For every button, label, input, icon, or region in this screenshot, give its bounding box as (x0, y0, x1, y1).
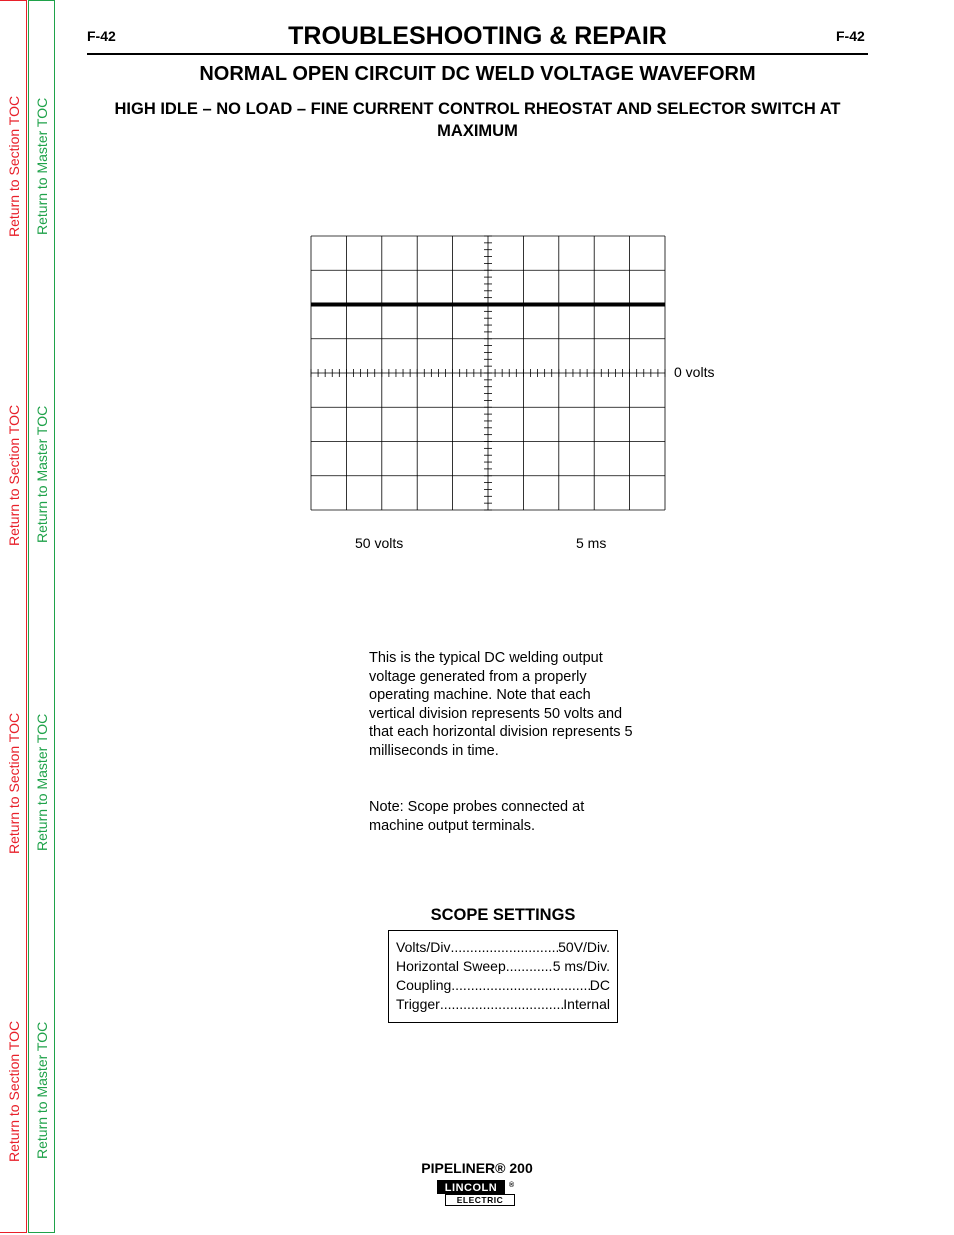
oscilloscope-waveform (310, 235, 666, 511)
lincoln-electric-logo: LINCOLN ELECTRIC ® (437, 1180, 517, 1208)
section-heading: NORMAL OPEN CIRCUIT DC WELD VOLTAGE WAVEFORM (199, 63, 756, 85)
scope-settings-title: SCOPE SETTINGS (430, 906, 576, 924)
zero-volts-label: 0 volts (674, 364, 715, 380)
probe-note: Note: Scope probes connected at machine output terminals. (369, 799, 585, 834)
return-to-section-toc-link-1[interactable]: Return to Section TOC (6, 95, 22, 237)
time-per-div-label: 5 ms (576, 535, 607, 551)
setting-value: 50V/Div. (558, 939, 610, 955)
return-to-master-toc-link-1[interactable]: Return to Master TOC (34, 97, 50, 235)
waveform-description: This is the typical DC welding output voltage generated from a properly operating machine. Note that each vertical division represents 50 volts and that each horizontal division represents 5 milliseconds in time. (369, 650, 633, 759)
setting-row-volts-div (396, 938, 610, 957)
setting-row-coupling (396, 976, 610, 995)
section-subheading: HIGH IDLE – NO LOAD – FINE CURRENT CONTROL RHEOSTAT AND SELECTOR SWITCH AT MAXIMUM (114, 100, 841, 140)
setting-value: DC (589, 977, 610, 993)
header-rule (87, 53, 868, 55)
return-to-section-toc-link-2[interactable]: Return to Section TOC (6, 404, 22, 546)
page-code-left: F-42 (87, 28, 116, 44)
setting-row-horizontal-sweep (396, 957, 610, 976)
setting-row-trigger (396, 995, 610, 1014)
setting-value: 5 ms/Div. (552, 958, 610, 974)
setting-value: Internal (563, 996, 610, 1012)
return-to-section-toc-link-4[interactable]: Return to Section TOC (6, 1020, 22, 1162)
setting-name: Horizontal Sweep (396, 958, 506, 974)
scope-settings-box (388, 930, 618, 1023)
page-title: TROUBLESHOOTING & REPAIR (288, 22, 667, 50)
setting-name: Volts/Div (396, 939, 451, 955)
product-model: PIPELINER® 200 (421, 1160, 533, 1176)
volts-per-div-label: 50 volts (355, 535, 404, 551)
setting-name: Coupling (396, 977, 452, 993)
page-code-right: F-42 (836, 28, 865, 44)
return-to-master-toc-link-3[interactable]: Return to Master TOC (34, 713, 50, 851)
return-to-master-toc-link-4[interactable]: Return to Master TOC (34, 1021, 50, 1159)
setting-name: Trigger (396, 996, 440, 1012)
return-to-master-toc-link-2[interactable]: Return to Master TOC (34, 405, 50, 543)
return-to-section-toc-link-3[interactable]: Return to Section TOC (6, 712, 22, 854)
